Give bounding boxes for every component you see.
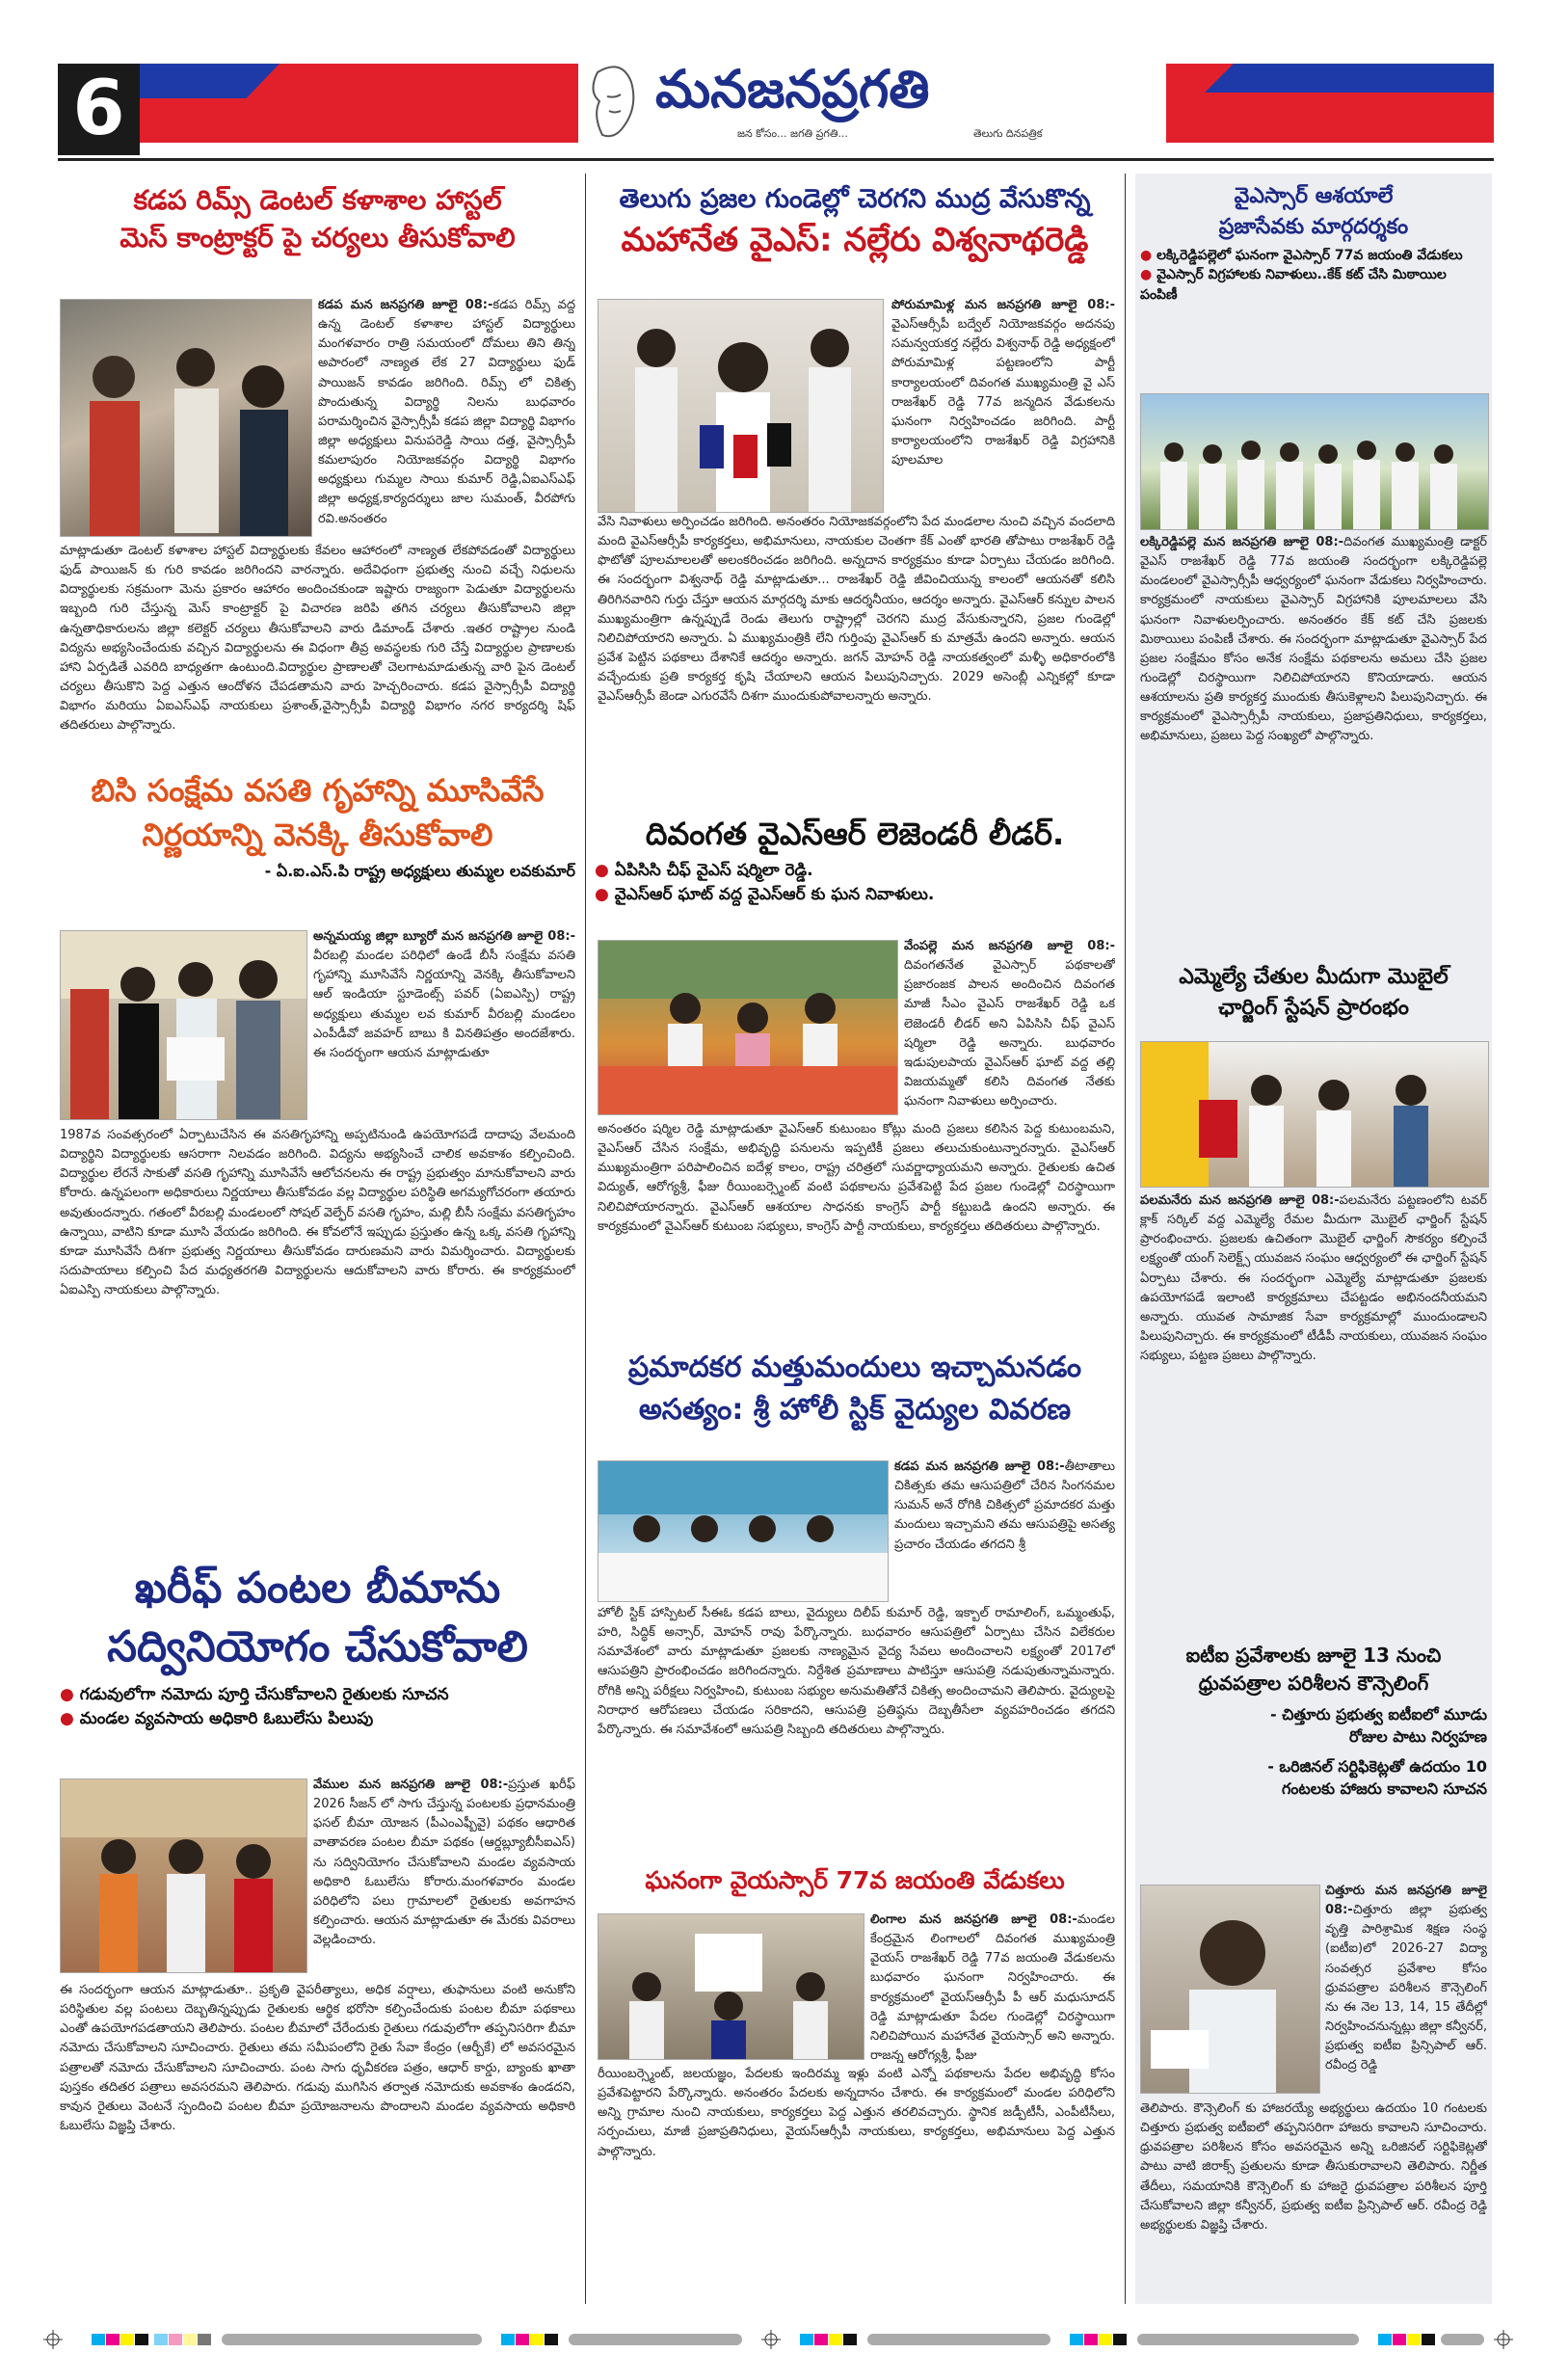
circle-bullet-icon: ● [60,1708,74,1728]
article-rims-dental [60,183,575,254]
event-photo-icon [598,1914,864,2059]
subheading: - ఏ.ఐ.ఎస్.పి రాష్ట్ర అధ్యక్షులు తుమ్మల లవకుమార్ [264,862,575,880]
headline-line-2: ఛార్జింగ్ స్టేషన్ ప్రారంభం [1218,995,1409,1020]
body-text: చిత్తూరు జిల్లా ప్రభుత్వ వృత్తి పారిశ్రామిక శిక్షణ సంస్థ (ఐటీఐ)లో 2026-27 విద్యా సంవత్సర ప్రవేశాల కోసం ధ్రువపత్రాల పరిశీలన కౌన్సెలింగ్ ను ఈ నెల 13, 14, 15 తేదీల్లో నిర్వహించనున్నట్లు జిల్లా కన్వీనర్, ప్రభుత్వ ఐటీఐ ప్రిన్సిపాల్ ఆర్. రవీంద్ర రెడ్డి [1325,1903,1487,2073]
body-text: పలమనేరు పట్టణంలోని టవర్ క్లాక్ సర్కిల్ వద్ద ఎమ్మెల్యే రేమల మీదుగా మొబైల్ ఛార్జింగ్ స్టేషన్ ప్రారంభించారు. ప్రజలకు ఉచితంగా మొబైల్ ఛార్జింగ్ సౌకర్యం కల్పించే లక్ష్యంతో యంగ్ సెలెక్ట్స్ యువజన సంఘం ఆధ్వర్యంలో ఈ ఛార్జింగ్ స్టేషన్ ఏర్పాటు చేశారు. ఈ సందర్భంగా ఎమ్మెల్యే మాట్లాడుతూ ప్రజలకు ఉపయోగపడే ఇలాంటి కార్యక్రమాలు చేపట్టడం అభినందనీయమని అన్నారు. యువత సామాజిక సేవా కార్యక్రమాల్లో ముందుండాలని పిలుపునిచ్చారు. ఈ కార్యక్రమంలో టీడీపీ నాయకులు, యువజన సంఘం సభ్యులు, పట్టణ ప్రజలు పాల్గొన్నారు. [1140,1193,1487,1364]
print-colour-strip [0,2328,1542,2352]
article-kharif-insurance [60,1562,575,1730]
article-photo [1140,1885,1320,2094]
issue-date: 09 - 07 - 2026 [1224,104,1417,139]
article-body-side [1325,1882,1487,2096]
headline-line-2: అసత్యం: శ్రీ హోలీ స్టిక్ వైద్యుల వివరణ [638,1392,1072,1427]
body-text: కడప రిమ్స్ వద్ద ఉన్న డెంటల్ కళాశాల హాస్టల్ విద్యార్థులు మంగళవారం రాత్రి సమయంలో దోమలు తిని తిన్న అపారంలో నాణ్యత లేక 27 విద్యార్థులు ఫుడ్ పాయిజన్ కావడం జరిగింది. రిమ్స్ లో చికిత్స పొందుతున్న విద్యార్థి నిలను బుధవారం పరామర్శించిన వైస్సార్సీపీ కడప జిల్లా విద్యార్థి విభాగం జిల్లా అధ్యక్షులు వినుపరెడ్డి సాయి దత్త, వైస్సార్సీపీ కమలాపురం నియోజకవర్గం విద్యార్థి విభాగం అధ్యక్షులు గుమ్మల సాయి కుమార్ రెడ్డి,ఏఐఎస్ఎఫ్ జిల్లా అధ్యక్ష,కార్యదర్శులు జాల సుమంత్, వీరపోగు రవి.అనంతరం [318,298,575,526]
headline-line-2: నిర్ణయాన్ని వెనక్కి తీసుకోవాలి [142,816,493,853]
article-photo [598,940,898,1115]
article-photo [598,1913,864,2060]
body-text: ప్రస్తుత ఖరీఫ్ 2026 సీజన్ లో సాగు చేస్తున్న పంటలకు ప్రధానమంత్రి ఫసల్ బీమా యోజన (పీఎంఎఫ్బీవై) పథకం ఆధారిత వాతావరణ పంటల బీమా పథకం (ఆర్డబ్ల్యూబీసీఐఎస్) ను సద్వినియోగం చేసుకోవాలని మండల వ్యవసాయ అధికారి ఓబులేసు కోరారు.మంగళవారం మండల పరిధిలోని పలు గ్రామాలలో రైతులకు అవగాహన కల్పించారు. ఆయన మాట్లాడుతూ ఈ మేరకు వివరాలు వెల్లడించారు. [313,1778,575,1948]
article-mobile-charging [1140,964,1487,1021]
meeting-photo-icon [61,1779,306,1972]
article-body-full: ఈ సందర్భంగా ఆయన మాట్లాడుతూ.. ప్రకృతి వైపరీత్యాలు, అధిక వర్షాలు, తుఫానులు వంటి అనుకోని పరిస్థితుల వల్ల పంటలు దెబ్బతిన్నప్పుడు రైతులకు ఆర్థిక భరోసా కల్పించేందుకు పంటల బీమా పథకాలు ఎంతో ఉపయోగపడతాయని తెలిపారు. పంటల బీమాలో చేరేందుకు రైతులు గడువులోగా తప్పనిసరిగా బీమా నమోదు చేసుకోవాలని సూచించారు. రైతులు తమ సమీపంలోని రైతు సేవా కేంద్రం (ఆర్బీకే) లో అవసరమైన పత్రాలతో నమోదు చేసుకోవాలని సూచించారు. పంట సాగు ధృవీకరణ పత్రం, ఆధార్ కార్డు, బ్యాంకు ఖాతా పుస్తకం తదితర పత్రాలు అవసరమని తెలిపారు. గడువు ముగిసిన తర్వాత నమోదుకు అవకాశం ఉండదని, కావున రైతులు వెంటనే స్పందించి పంటల బీమా ప్రయోజనాలను పొందాలని మండల వ్యవసాయ అధికారి ఓబులేసు విజ్ఞప్తి చేశారు. [60,1983,575,2133]
bullet-text: ఏపిసిసి చీఫ్ వైఎస్ షర్మిలా రెడ్డి. [614,861,813,880]
headline-line-1: బిసి సంక్షేమ వసతి గృహాన్ని మూసివేసే [91,772,545,809]
article-body-side [894,1457,1115,1602]
dateline: పోరుమామిళ్ల మన జనప్రగతి జూలై 08:- [891,298,1115,312]
article-photo [598,299,884,513]
article-body-full: వేసి నివాళులు అర్పించడం జరిగింది. అనంతరం నియోజకవర్గంలోని పేద మండలాల నుంచి వచ్చిన వందలాది మంది వైఎస్ఆర్సీపీ కార్యకర్తలు, అభిమానులు, నాయకుల చెంతగా కేక్ ఎంతో భారతి తోపాటు రాజశేఖర్ రెడ్డి ఫొటోతో పూలమాలలతో అలంకరించడం జరిగింది. అన్నదాన కార్యక్రమం కూడా ఏర్పాటు చేయడం జరిగింది. ఈ సందర్భంగా విశ్వనాథ్ రెడ్డి మాట్లాడుతూ... రాజశేఖర్ రెడ్డి జీవించియున్న కాలంలో ఆయనతో కలిసి తిరిగినవారిని గుర్తు చేస్తూ ఆయన మార్గదర్శి మాకు ఆదర్శనీయం, ఆదర్శం అన్నారు. వైఎస్ఆర్ కన్నుల పాలన ముఖ్యమంత్రిగా ఉన్నప్పుడే రెండు తెలుగు రాష్ట్రాల్లో చెరగని ముద్ర వేసుకున్నారని, ప్రజల గుండెల్లో నిలిచిపోయారని అన్నారు. ఏ ముఖ్యమంత్రికి లేని గుర్తింపు వైఎస్ఆర్ కు మాత్రమే ఉందని అన్నారు. ఆయన ప్రవేశ పెట్టిన పథకాలు దేశానికే ఆదర్శం అన్నారు. జగన్ మోహన్ రెడ్డి నాయకత్వంలో మళ్ళీ అధికారంలోకి వచ్చేందుకు ప్రతి కార్యకర్త కృషి చేయాలని ఆయన పిలుపునిచ్చారు. 2029 అసెంబ్లీ ఎన్నికల్లో కూడా వైఎస్ఆర్సీపీ జెండా ఎగురవేసే దిశగా ముందుకుపోవాలన్నారు అన్నారు. [598,515,1115,705]
crowd-photo-icon [1141,394,1488,529]
body-text: తీటాతాలు చికిత్సకు తమ ఆసుపత్రిలో చేరిన సింగనమల సుమన్ అనే రోగికి చికిత్సలో ప్రమాదకర మత్తు మందులు ఇచ్చామని తమ ఆసుపత్రిపై అసత్య ప్రచారం చేయడం తగదని శ్రీ [894,1459,1115,1552]
article-photo [60,299,312,537]
masthead-title: మనజనప్రగతి [655,58,930,120]
bullet-point [1140,265,1487,305]
headline-line-2: ప్రజాసేవకు మార్గదర్శకం [1218,214,1409,239]
headline-line-2: సద్వినియోగం చేసుకోవాలి [107,1622,528,1671]
bullet-point [1140,246,1487,265]
bullet-text: గడువులోగా నమోదు పూర్తి చేసుకోవాలని రైతులకు సూచన [79,1685,449,1704]
headline-line-1: ఖరీఫ్ పంటల బీమాను [134,1564,501,1613]
headline-line-2: మెస్ కాంట్రాక్టర్ పై చర్యలు తీసుకోవాలి [120,222,516,254]
bullet-point [60,1707,575,1731]
dateline: లింగాల మన జనప్రగతి జూలై 08:- [870,1912,1077,1927]
dateline: లక్కిరెడ్డిపల్లె మన జనప్రగతి జూలై 08:- [1140,535,1344,549]
article-body-side [313,927,575,1125]
article-body-side [318,296,575,542]
header-blue-band-right [1205,64,1494,93]
bullet-text: మండల వ్యవసాయ అధికారి ఓబులేసు పిలుపు [79,1708,374,1728]
subheading: గంటలకు హాజరు కావాలని సూచన [1281,1779,1487,1798]
article-body-full: తెలిపారు. కౌన్సెలింగ్ కు హాజరయ్యే అభ్యర్థులు ఉదయం 10 గంటలకు చిత్తూరు ప్రభుత్వ ఐటీఐలో తప్పనిసరిగా హాజరు కావాలని సూచించారు. ధ్రువపత్రాల పరిశీలన కోసం అవసరమైన అన్ని ఒరిజినల్ సర్టిఫికెట్లతో పాటు వాటి జిరాక్స్ ప్రతులను కూడా తీసుకురావాలని తెలిపారు. నిర్ణీత తేదీలు, సమయానికి కౌన్సెలింగ్ కు హాజరై ధ్రువపత్రాల పరిశీలన పూర్తి చేసుకోవాలని జిల్లా కన్వీనర్, ప్రభుత్వ ఐటీఐ ప్రిన్సిపాల్ ఆర్. రవీంద్ర రెడ్డి అభ్యర్థులకు విజ్ఞప్తి చేశారు. [1140,2101,1487,2233]
bullet-point [595,859,1115,883]
article-body-full: హోలీ స్టిక్ హాస్పిటల్ సీఈఓ కడప బాలు, వైద్యులు దిలీప్ కుమార్ రెడ్డి, ఇక్బాల్ రామాలింగ్, ఒమ్మంతుఫ్, హరి, సిద్ధిక్ అన్సార్, మోహన్ రావు పేర్కొన్నారు. బుధవారం ఆసుపత్రిలో ఏర్పాటు చేసిన విలేకరుల సమావేశంలో వారు మాట్లాడుతూ ప్రజలకు నాణ్యమైన వైద్య సేవలు అందించాలని లక్ష్యంతో 2017లో ఆసుపత్రిని ప్రారంభించడం జరిగిందన్నారు. నిర్దేశిత ప్రమాణాలు పాటిస్తూ ఆసుపత్రి నడుపుతున్నామన్నారు. రోగికి అన్ని పరీక్షలు నిర్వహించి, కుటుంబ సభ్యుల అనుమతితోనే చికిత్స అందించామని తెలిపారు. వైద్యులపై నిరాధార ఆరోపణలు చేయడం సరికాదని, ఆసుపత్రి ప్రతిష్ఠను దెబ్బతీసేలా వ్యవహరించడం తగదని పేర్కొన్నారు. ఈ సమావేశంలో ఆసుపత్రి సిబ్బంది తదితరులు పాల్గొన్నారు. [598,1606,1115,1737]
article-photo [60,930,307,1120]
article-ysr-legendary [595,815,1115,906]
press-photo-icon [598,300,883,512]
headline-line-1: కడప రిమ్స్ డెంటల్ కళాశాల హాస్టల్ [133,184,502,216]
circle-bullet-icon: ● [595,861,609,880]
dateline: చిత్తూరు మన జనప్రగతి జూలై 08:- [1325,1884,1487,1918]
headline-line-1: ఐటీఐ ప్రవేశాలకు జూలై 13 నుంచి [1185,1644,1442,1667]
body-text: దివంగతనేత వైఎస్సార్ పథకాలతో ప్రజారంజక పాలన అందించిన దివంగత మాజీ సీఎం వైఎస్ రాజశేఖర్ రెడ్డి ఒక లెజెండరీ లీడర్ అని ఏపిసిసి చీఫ్ వైఎస్ షర్మిలా రెడ్డి అన్నారు. బుధవారం ఇడుపులపాయ వైఎస్ఆర్ ఘాట్ వద్ద తల్లి విజయమ్మతో కలిసి దివంగత నేతకు ఘనంగా నివాళులు అర్పించారు. [904,958,1115,1110]
circle-bullet-icon: ● [595,884,609,904]
body-text: మండల కేంద్రమైన లింగాలలో దివంగత ముఖ్యమంత్రి వైయస్ రాజశేఖర్ రెడ్డి 77వ జయంతి వేడుకలను బుధవారం ఘనంగా నిర్వహించారు. ఈ కార్యక్రమంలో వైయస్ఆర్సీపీ పీ ఆర్ మధుసూదన్ రెడ్డి మాట్లాడుతూ పేదల గుండెల్లో చిరస్థాయిగా నిలిచిపోయిన మహానేత వైయస్సార్ అని అన్నారు. రాజన్న ఆరోగ్యశ్రీ, ఫీజు [870,1912,1115,2063]
bullet-text: వైఎస్సార్ విగ్రహాలకు నివాళులు..కేక్ కట్ చేసి మిఠాయిల పంపిణీ [1140,267,1447,303]
bullet-text: వైఎస్ఆర్ ఘాట్ వద్ద వైఎస్ఆర్ కు ఘన నివాళులు. [614,884,935,904]
dateline: అన్నమయ్య జిల్లా బ్యూరో మన జనప్రగతి జూలై 08:- [313,929,575,944]
masthead-subtagline: తెలుగు దినపత్రిక [973,127,1043,140]
article-iti-counselling [1140,1644,1487,1802]
headline-line-2: మహానేత వైఎస్: నల్లేరు విశ్వనాథరెడ్డి [621,220,1089,259]
headline-line-2: ధ్రువపత్రాల పరిశీలన కౌన్సెలింగ్ [1198,1671,1429,1695]
article-body-side [904,937,1115,1120]
page-number: 6 [58,64,140,155]
bullet-text: లక్కిరెడ్డిపల్లెలో ఘనంగా వైఎస్సార్ 77వ జయంతి వేడుకలు [1156,248,1463,263]
inauguration-photo-icon [1141,1042,1488,1187]
circle-bullet-icon: ● [1140,248,1153,263]
dateline: కడప మన జనప్రగతి జూలై 08:- [894,1459,1065,1474]
subheading: రోజుల పాటు నిర్వహణ [1349,1727,1487,1746]
dateline: వేంపల్లె మన జనప్రగతి జూలై 08:- [904,939,1115,953]
registration-mark-icon [0,2328,1542,2352]
header-rule [58,158,1494,161]
circle-bullet-icon: ● [60,1685,74,1704]
article-body-full: రీయింబర్స్మెంట్, జలయజ్ఞం, పేదలకు ఇందిరమ్మ ఇళ్లు వంటి ఎన్నో పథకాలను పేదల అభివృద్ధి కోసం ప్రవేశపెట్టారని పేర్కొన్నారు. అనంతరం పేదలకు అన్నదానం చేశారు. ఈ కార్యక్రమంలో మండల పరిధిలోని అన్ని గ్రామాల నుంచి నాయకులు, కార్యకర్తలు పెద్ద ఎత్తున తరలివచ్చారు. స్థానిక జడ్పీటీసీ, ఎంపీటీసీలు, సర్పంచులు, మాజీ ప్రజాప్రతినిధులు, వైయస్ఆర్సీపీ నాయకులు, కార్యకర్తలు, అభిమానులు పెద్ద ఎత్తున పాల్గొన్నారు. [598,2067,1115,2159]
article-body-side [891,296,1115,513]
article-body-full: అనంతరం షర్మిల రెడ్డి మాట్లాడుతూ వైఎస్ఆర్ కుటుంబం కోట్లు మంది ప్రజలు కలిసిన పెద్ద కుటుంబమని, వైఎస్ఆర్ చేసిన సంక్షేమ, అభివృద్ధి పనులను ఇప్పటికీ ప్రజలు తలుచుకుంటున్నారన్నారు. వైఎస్ఆర్ ముఖ్యమంత్రిగా పరిపాలించిన ఐదేళ్ల కాలం, రాష్ట్ర చరిత్రలో సువర్ణాధ్యాయమని అన్నారు. రైతులకు ఉచిత విద్యుత్, ఆరోగ్యశ్రీ, ఫీజు రీయింబర్స్మెంట్ వంటి పథకాలను ప్రవేశపెట్టి పేద ప్రజల గుండెల్లో చిరస్థాయిగా నిలిచిపోయారన్నారు. వైఎస్ఆర్ ఆశయాల సాధనకు కాంగ్రెస్ పార్టీ కట్టుబడి ఉందని అన్నారు. ఈ కార్యక్రమంలో వైఎస్ఆర్ కుటుంబ సభ్యులు, కాంగ్రెస్ పార్టీ నాయకులు, కార్యకర్తలు తదితరులు పాల్గొన్నారు. [598,1122,1115,1234]
headline-line-1: వైఎస్సార్ ఆశయాలే [1234,184,1394,208]
dateline: పలమనేరు మన జనప్రగతి జూలై 08:- [1140,1193,1340,1208]
article-photo [598,1460,889,1602]
article-body-full: 1987వ సంవత్సరంలో ఏర్పాటుచేసిన ఈ వసతిగృహాన్ని అప్పటినుండి ఉపయోగపడే దాదాపు వేలమంది విద్యార్థిని విద్యార్థులకు ఆసరాగా నిలవడం జరిగింది. విద్యను అభ్యసించే చాలిక అవకాశం కల్పించింది. విద్యార్థుల లేరనే సాకుతో వసతి గృహాన్ని మూసివేసే ఆలోచనలను ఈ రాష్ట్ర ప్రభుత్వం మానుకోవాలని వారు కోరారు. ఉన్నపలంగా అధికారులు నిర్ణయాలు తీసుకోవడం వల్ల విద్యార్థుల పరిస్థితి అగమ్యగోచరంగా తయారు అవుతుందన్నారు. గతంలో వీరబల్లి మండలంలో సోషల్ వెల్ఫేర్ వసతి గృహం, మల్లి బీసీ సంక్షేమ వసతిగృహం ఉన్నాయి, వాటిని కూడా మూసి వేయడం జరిగింది. ఈ కోవలోనే ఇప్పుడు ప్రస్తుతం ఉన్న ఒక్క వసతి గృహాన్ని కూడా మూసివేసే దిశగా ప్రభుత్వ నిర్ణయాలు తీసుకోవడం దారుణమని వారు విమర్శించారు. విద్యార్థులకు సదుపాయాలు కల్పించి పేద మధ్యతరగతి విద్యార్థులను ఆదుకోవాలని వారు కోరారు. ఈ కార్యక్రమంలో ఏఐఎస్పి నాయకులు పాల్గొన్నారు. [60,1128,575,1298]
subheading: - చిత్తూరు ప్రభుత్వ ఐటీఐలో మూడు [1269,1705,1487,1724]
people-photo-icon [61,300,311,536]
article-body [1140,1191,1487,1635]
press-meet-photo-icon [598,1461,888,1601]
headline-line-1: ఎమ్మెల్యే చేతుల మీదుగా మొబైల్ [1179,965,1449,989]
article-photo [1140,393,1489,530]
bullet-point [595,883,1115,907]
article-body-side [870,1911,1115,2063]
column-rule [585,174,586,2304]
body-text: వైఎస్ఆర్సీపీ బద్వేల్ నియోజకవర్గం అదనపు సమన్వయకర్త నల్లేరు విశ్వనాథ్ రెడ్డి అధ్యక్షంలో పోరుమామిళ్ల పట్టణంలోని పార్టీ కార్యాలయంలో దివంగత ముఖ్యమంత్రి వై ఎస్ రాజశేఖర్ రెడ్డి 77వ జన్మదిన వేడుకలను ఘనంగా నిర్వహించడం జరిగింది. పార్టీ కార్యాలయంలోని రాజశేఖర్ రెడ్డి విగ్రహానికి పూలమాల [891,317,1115,468]
headline-line-1: ప్రమాదకర మత్తుమందులు ఇచ్చామనడం [627,1350,1082,1384]
tribute-photo-icon [598,941,897,1114]
article-holy-stick [595,1350,1115,1428]
headline: దివంగత వైఎస్ఆర్ లెజెండరీ లీడర్. [645,816,1065,852]
dateline: వేముల మన జనప్రగతి జూలై 08:- [313,1778,509,1792]
body-text: దివంగత ముఖ్యమంత్రి డాక్టర్ వైఎస్ రాజశేఖర్ రెడ్డి 77వ జయంతి సందర్భంగా లక్కిరెడ్డిపల్లె మండలంలో వైఎస్సార్సీపీ ఆధ్వర్యంలో ఘనంగా వేడుకలు నిర్వహించారు. కార్యక్రమంలో నాయకులు వైఎస్సార్ విగ్రహానికి పూలమాలలు వేసి ఘనంగా నివాళులర్పించారు. అనంతరం కేక్ కట్ చేసి ప్రజలకు మిఠాయిలు పంపిణీ చేశారు. ఈ సందర్భంగా మాట్లాడుతూ వైఎస్సార్ పేద ప్రజల సంక్షేమం కోసం అనేక సంక్షేమ పథకాలను అమలు చేసి ప్రజల గుండెల్లో చిరస్థాయిగా నిలిచిపోయారని కొనియాడారు. ఆయన ఆశయాలను ప్రతి కార్యకర్త ముందుకు తీసుకెళ్లాలని పిలుపునిచ్చారు. ఈ కార్యక్రమంలో వైఎస్సార్సీపీ నాయకులు, ప్రజాప్రతినిధులు, కార్యకర్తలు, అభిమానులు, ప్రజలు పెద్ద సంఖ్యలో పాల్గొన్నారు. [1140,535,1487,744]
people-photo-icon [61,931,306,1119]
bullet-point [60,1683,575,1707]
dateline: కడప మన జనప్రగతి జూలై 08:- [318,298,493,312]
circle-bullet-icon: ● [1140,267,1153,283]
article-body-side [313,1776,575,1978]
official-portrait-icon [1141,1885,1319,2093]
article-ysr-nallery [595,183,1115,260]
article-photo [1140,1041,1489,1188]
subheading: - ఒరిజినల్ సర్టిఫికెట్లతో ఉదయం 10 [1267,1757,1487,1776]
headline-line-1: తెలుగు ప్రజల గుండెల్లో చెరగని ముద్ర వేసుకొన్న [619,184,1091,214]
article-body-full: మాట్లాడుతూ డెంటల్ కళాశాల హాస్టల్ విద్యార్థులకు కేవలం ఆహారంలో నాణ్యత లేకపోవడంతో విద్యార్థులు ఫుడ్ పాయిజన్ కు గురి కావడం జరిగిందని వారన్నారు. అదేవిధంగా ప్రభుత్వ నుంచి వచ్చే నిధులను విద్యార్థులకు సక్రమంగా మెను ప్రకారం ఆహారం అందించకుండా ఇష్టారు రాజ్యంగా పెడుతూ విద్యార్థులను ఇబ్బంది గురి చేస్తున్న మెస్ కాంట్రాక్టర్ పై విచారణ జరిపి తగిన చర్యలు తీసుకోవాలని జిల్లా ఉన్నతాధికారులను జిల్లా కలెక్టర్ చర్యలు తీసుకోవాలని వారు డిమాండ్ చేశారు .ఇతర రాష్ట్రాల నుండి విద్యను అభ్యసించేందుకు వచ్చిన విద్యార్థులను ఈ విధంగా తీవ్ర అవస్థలకు గురి చేస్తే విద్యార్థుల ప్రాణాలకు హాని ఏర్పడితే ఎవరిది బాధ్యతగా ఉంటుంది.విద్యార్థుల ప్రాణాలతో చెలగాటమాడుతున్న వారి పైన డెంటల్ చర్యలు తీసుకొని పెద్ద ఎత్తున ఆందోళన చేపడతామని వారు హెచ్చరించారు. కడప వైస్సార్సీపీ విద్యార్థి విభాగం మరియు ఏఐఎస్ఎఫ్ నాయకులు ప్రశాంత్,వైస్సార్సీపీ విద్యార్థి విభాగం నగర కార్యదర్శి షిఫ్ తదితరులు పాల్గొన్నారు. [60,544,575,734]
body-text: వీరబల్లి మండల పరిధిలో ఉండే బీసీ సంక్షేమ వసతి గృహాన్ని మూసివేసే నిర్ణయాన్ని వెనక్కి తీసుకోవాలని ఆల్ ఇండియా స్టూడెంట్స్ పవర్ (ఏఐఎస్పి) రాష్ట్ర అధ్యక్షులు తుమ్మల లవ కుమార్ వీరబల్లి మండలం ఎంపీడీవో జవహర్ బాబు కి వినతిపత్రం అందజేశారు. ఈ సందర్భంగా ఆయన మాట్లాడుతూ [313,949,575,1060]
masthead-tagline: జన కోసం... జగతి ప్రగతి... [737,127,848,140]
article-bc-hostel [60,771,575,884]
article-photo [60,1778,307,1973]
headline: ఘనంగా వైయస్సార్ 77వ జయంతి వేడుకలు [645,1866,1065,1894]
article-ysr-ideals [1140,183,1487,305]
article-body [1140,533,1487,952]
face-sketch-logo [578,58,646,154]
article-ysr-77 [595,1865,1115,1895]
column-rule [1125,174,1126,2304]
